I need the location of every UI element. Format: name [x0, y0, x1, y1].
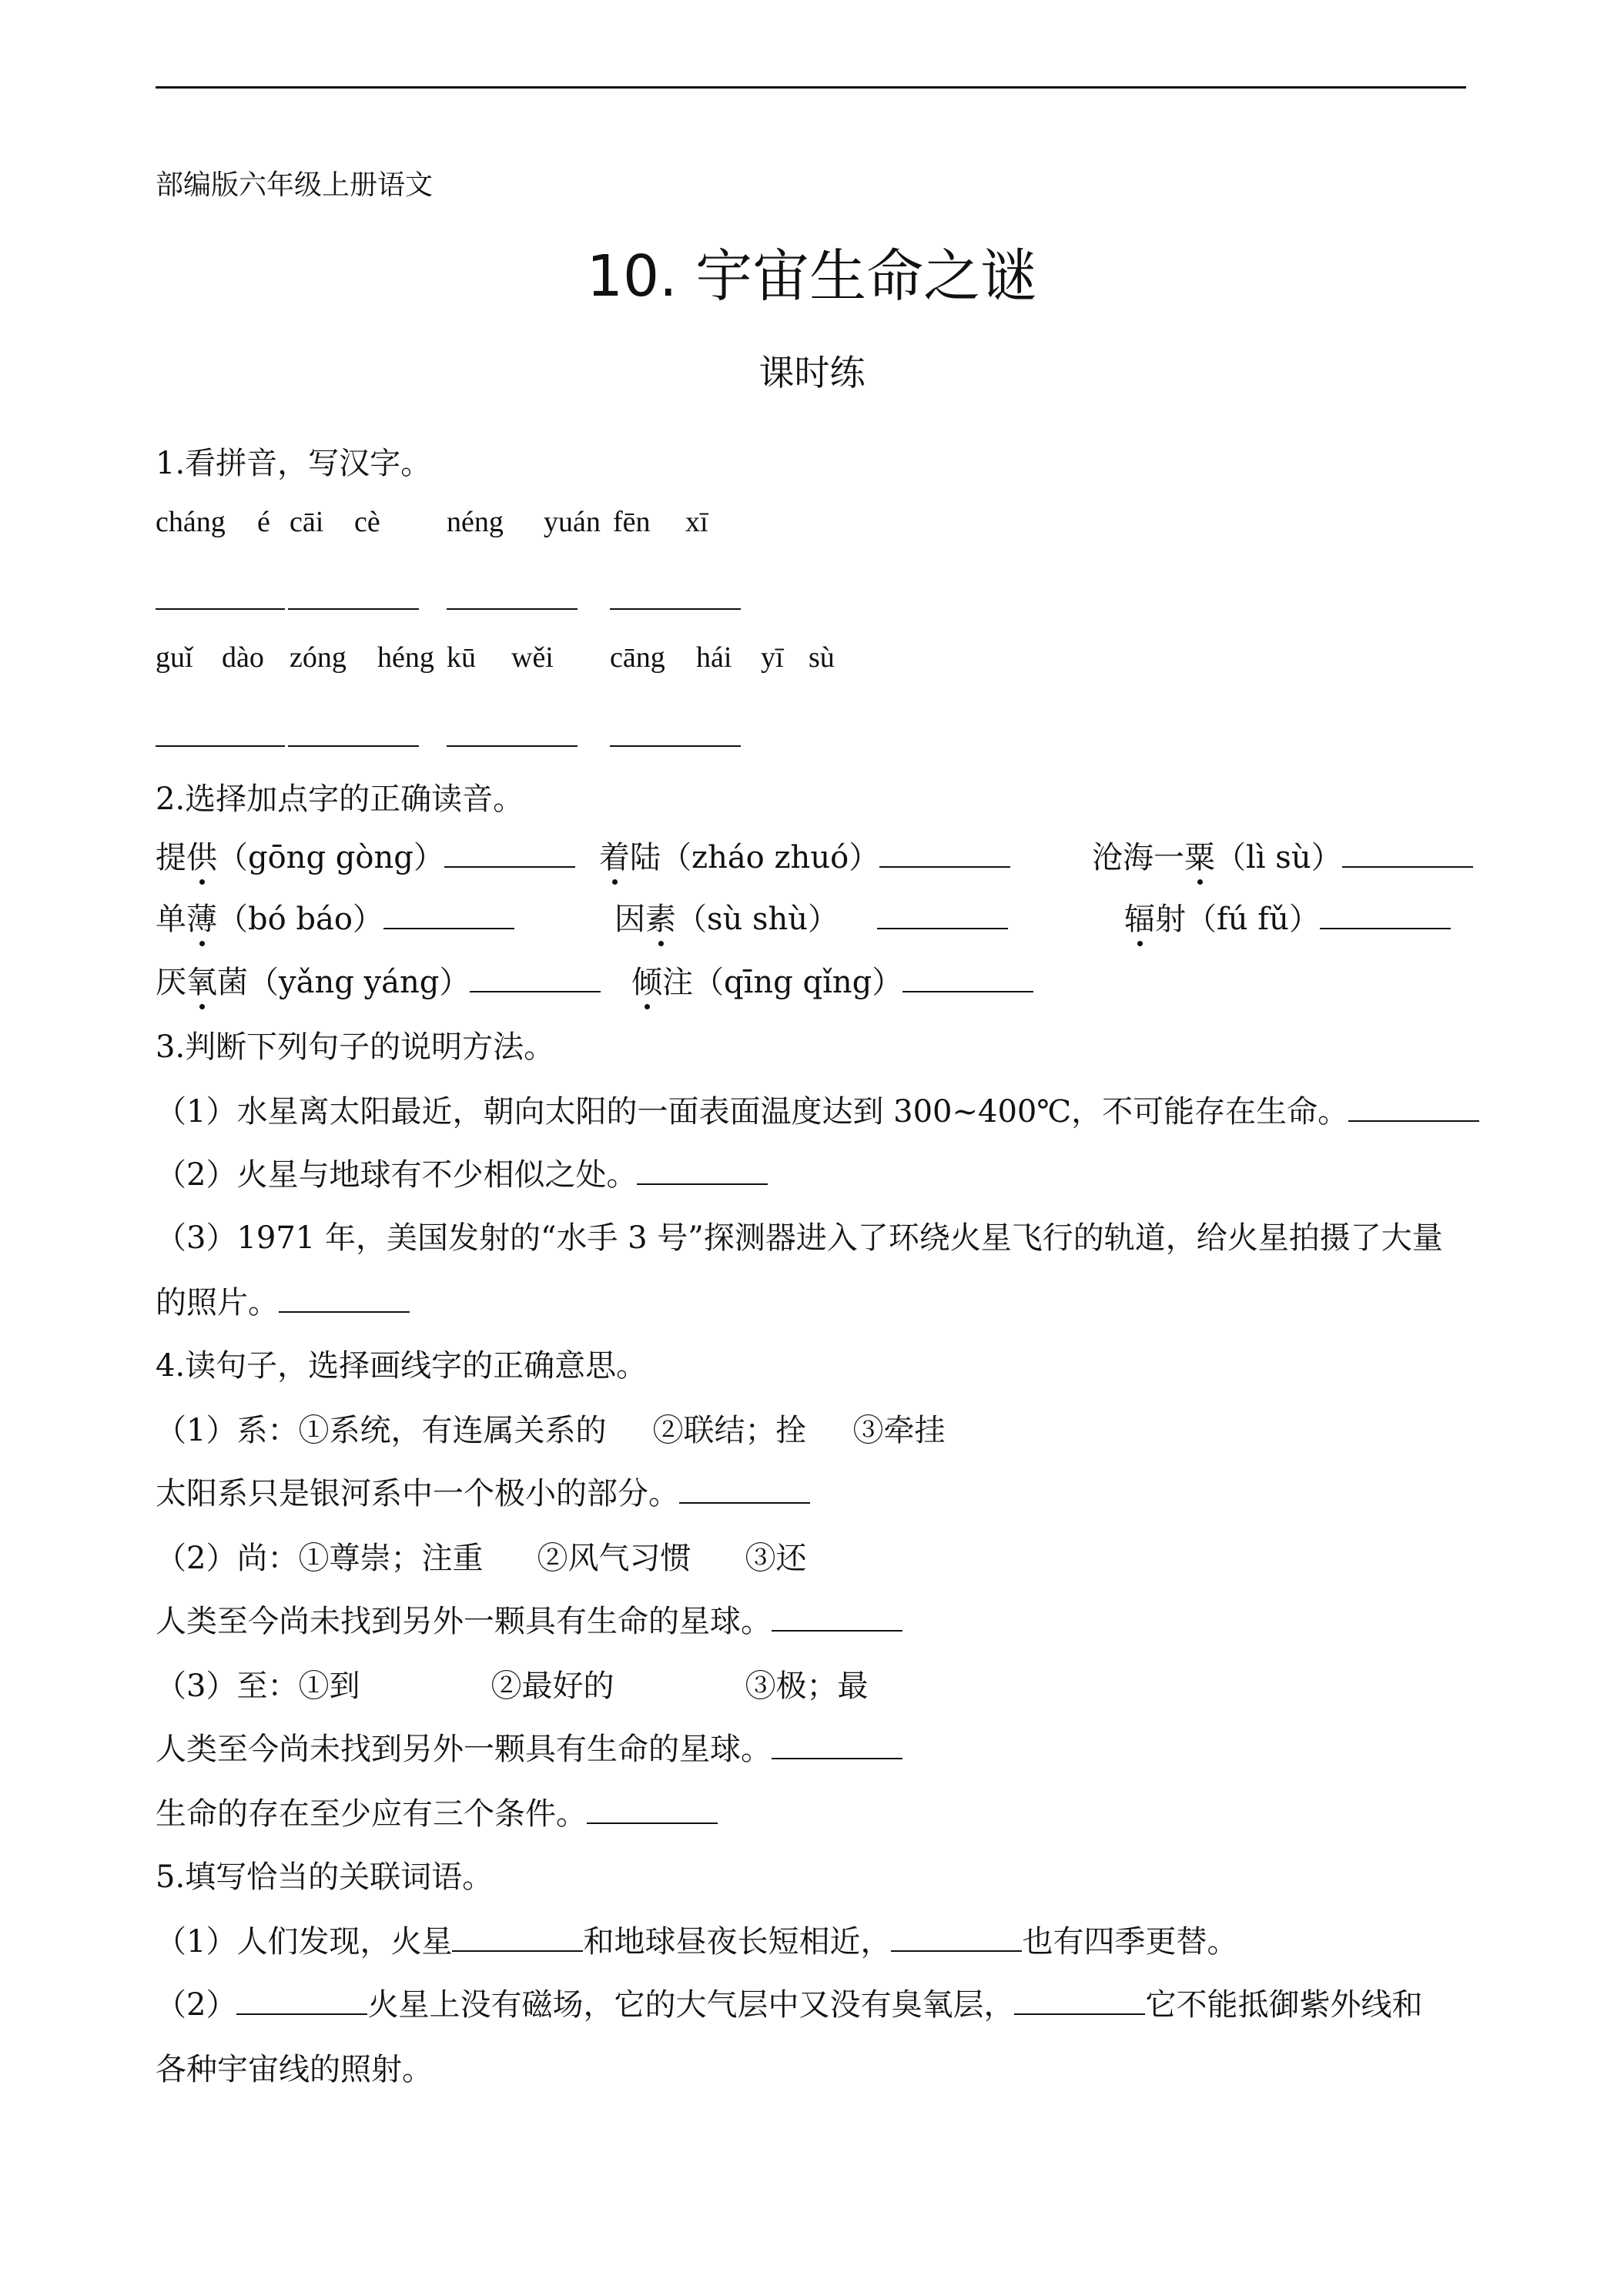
item-text: 射 — [1155, 902, 1186, 937]
answer-blank[interactable] — [156, 608, 285, 610]
answer-blank[interactable] — [288, 745, 419, 747]
pinyin: héng — [377, 641, 434, 674]
pinyin: cháng — [156, 506, 226, 538]
sentence-text: （2） — [156, 1987, 237, 2023]
reading-options: （lì sù） — [1215, 840, 1342, 875]
answer-blank[interactable] — [877, 899, 1008, 929]
sentence-text: 生命的存在至少应有三个条件。 — [156, 1796, 587, 1832]
pinyin: dào — [222, 641, 264, 674]
option-text: ②最好的 — [491, 1668, 614, 1704]
item-text: 因 — [614, 902, 645, 937]
reading-options: （fú fǔ） — [1186, 902, 1320, 937]
pinyin: guǐ — [156, 641, 193, 674]
sentence-text: 它不能抵御紫外线和 — [1145, 1987, 1423, 2023]
answer-blank[interactable] — [279, 1282, 410, 1313]
q2-item — [1092, 833, 1473, 877]
dotted-char: 素 — [645, 895, 676, 939]
q3-sentence-2 — [156, 1150, 768, 1194]
answer-blank[interactable] — [447, 608, 578, 610]
page-subtitle: 课时练 — [758, 352, 866, 393]
q4-part-2-options — [156, 1534, 806, 1578]
answer-blank[interactable] — [444, 837, 575, 868]
option-text: ③牵挂 — [852, 1413, 946, 1448]
q4-part-1-sentence — [156, 1469, 810, 1513]
sentence-text: 也有四季更替。 — [1022, 1924, 1238, 1960]
pinyin: cāng — [610, 641, 665, 674]
part-label: （1）系： — [156, 1413, 299, 1448]
answer-blank[interactable] — [1342, 837, 1473, 868]
pinyin: yī — [761, 641, 784, 674]
answer-blank[interactable] — [288, 608, 419, 610]
answer-blank[interactable] — [637, 1154, 768, 1185]
q4-part-3-options — [156, 1662, 868, 1705]
sentence-text: 和地球昼夜长短相近， — [583, 1924, 892, 1960]
answer-blank[interactable] — [236, 1984, 367, 2015]
q4-part-2-sentence — [156, 1597, 902, 1641]
q4-heading: 4.读句子，选择画线字的正确意思。 — [156, 1348, 648, 1384]
pinyin: cè — [354, 506, 380, 538]
answer-blank[interactable] — [772, 1601, 902, 1632]
option-text: ①尊崇；注重 — [298, 1541, 484, 1576]
q5-sentence-1 — [156, 1917, 1237, 1961]
option-text: ①到 — [298, 1668, 360, 1704]
item-text: 陆 — [630, 840, 661, 875]
item-text: 提 — [156, 840, 186, 875]
part-label: （2）尚： — [156, 1541, 299, 1576]
q3-sentence-3-cont — [156, 1278, 410, 1322]
answer-blank[interactable] — [772, 1729, 902, 1759]
answer-blank[interactable] — [679, 1473, 810, 1504]
dotted-char: 粟 — [1184, 833, 1215, 877]
q3-heading: 3.判断下列句子的说明方法。 — [156, 1029, 555, 1065]
answer-blank[interactable] — [470, 962, 601, 992]
answer-blank[interactable] — [447, 745, 578, 747]
q1-heading: 1.看拼音，写汉字。 — [156, 446, 432, 481]
option-text: ②联结；拴 — [652, 1413, 807, 1448]
q5-sentence-2-cont: 各种宇宙线的照射。 — [156, 2052, 433, 2087]
q5-heading: 5.填写恰当的关联词语。 — [156, 1859, 494, 1895]
answer-blank[interactable] — [610, 745, 741, 747]
sentence-text: （1）人们发现，火星 — [156, 1924, 453, 1960]
series-label: 部编版六年级上册语文 — [156, 169, 434, 201]
q2-item — [156, 895, 514, 939]
reading-options: （zháo zhuó） — [661, 840, 880, 875]
q4-part-3-sentence-2 — [156, 1789, 718, 1833]
answer-blank[interactable] — [891, 1921, 1022, 1952]
item-text: 单 — [156, 902, 186, 937]
answer-blank[interactable] — [383, 899, 514, 929]
answer-blank[interactable] — [1320, 899, 1451, 929]
q3-sentence-1 — [156, 1087, 1479, 1131]
pinyin: cāi — [290, 506, 324, 538]
pinyin: fēn — [613, 506, 651, 538]
answer-blank[interactable] — [1348, 1091, 1479, 1122]
answer-blank[interactable] — [902, 962, 1033, 992]
item-text: 厌 — [156, 965, 186, 1000]
reading-options: （yǎng yáng） — [248, 965, 470, 1000]
q3-sentence-3: （3）1971 年，美国发射的“水手 3 号”探测器进入了环绕火星飞行的轨道，给火星拍摄了大量 — [156, 1220, 1443, 1256]
answer-blank[interactable] — [156, 745, 285, 747]
answer-blank[interactable] — [1014, 1984, 1145, 2015]
dotted-char: 薄 — [186, 895, 217, 939]
item-text: 注 — [662, 965, 693, 1000]
pinyin: wěi — [511, 641, 554, 674]
answer-blank[interactable] — [587, 1793, 718, 1824]
reading-options: （qīng qǐng） — [693, 965, 903, 1000]
answer-blank[interactable] — [879, 837, 1010, 868]
pinyin: yuán — [544, 506, 601, 538]
page-title: 10. 宇宙生命之谜 — [586, 243, 1038, 310]
part-label: （3）至： — [156, 1668, 299, 1704]
dotted-char: 倾 — [631, 958, 662, 1002]
header-rule — [156, 86, 1466, 89]
reading-options: （gōng gòng） — [217, 840, 444, 875]
dotted-char: 供 — [186, 833, 217, 877]
answer-blank[interactable] — [610, 608, 741, 610]
sentence-text: （1）水星离太阳最近，朝向太阳的一面表面温度达到 300~400℃，不可能存在生命。 — [156, 1094, 1349, 1130]
q2-item — [599, 833, 1010, 877]
option-text: ③还 — [745, 1541, 807, 1576]
q2-item — [631, 958, 1033, 1002]
item-text: 菌 — [217, 965, 248, 1000]
q2-item — [156, 833, 575, 877]
sentence-text: 火星上没有磁场，它的大气层中又没有臭氧层， — [367, 1987, 1015, 2023]
answer-blank[interactable] — [452, 1921, 583, 1952]
q2-item — [1124, 895, 1451, 939]
q2-heading: 2.选择加点字的正确读音。 — [156, 782, 524, 817]
option-text: ②风气习惯 — [537, 1541, 691, 1576]
option-text: ①系统，有连属关系的 — [298, 1413, 607, 1448]
pinyin: hái — [696, 641, 732, 674]
reading-options: （sù shù） — [676, 902, 839, 937]
q4-part-3-sentence-1 — [156, 1725, 902, 1769]
pinyin: zóng — [290, 641, 347, 674]
q4-part-1-options — [156, 1406, 945, 1450]
dotted-char: 氧 — [186, 958, 217, 1002]
pinyin: xī — [685, 506, 708, 538]
sentence-text: 人类至今尚未找到另外一颗具有生命的星球。 — [156, 1604, 772, 1639]
q5-sentence-2 — [156, 1980, 1422, 2024]
option-text: ③极；最 — [745, 1668, 869, 1704]
dotted-char: 着 — [599, 833, 630, 877]
sentence-text: 的照片。 — [156, 1285, 279, 1320]
item-text: 沧海一 — [1092, 840, 1184, 875]
reading-options: （bó báo） — [217, 902, 383, 937]
pinyin: néng — [447, 506, 504, 538]
q2-item — [614, 895, 1008, 939]
pinyin: é — [257, 506, 270, 538]
q2-item — [156, 958, 601, 1002]
dotted-char: 辐 — [1124, 895, 1155, 939]
pinyin: kū — [447, 641, 476, 674]
sentence-text: （2）火星与地球有不少相似之处。 — [156, 1157, 638, 1193]
pinyin: sù — [809, 641, 835, 674]
sentence-text: 人类至今尚未找到另外一颗具有生命的星球。 — [156, 1732, 772, 1767]
sentence-text: 太阳系只是银河系中一个极小的部分。 — [156, 1476, 679, 1511]
